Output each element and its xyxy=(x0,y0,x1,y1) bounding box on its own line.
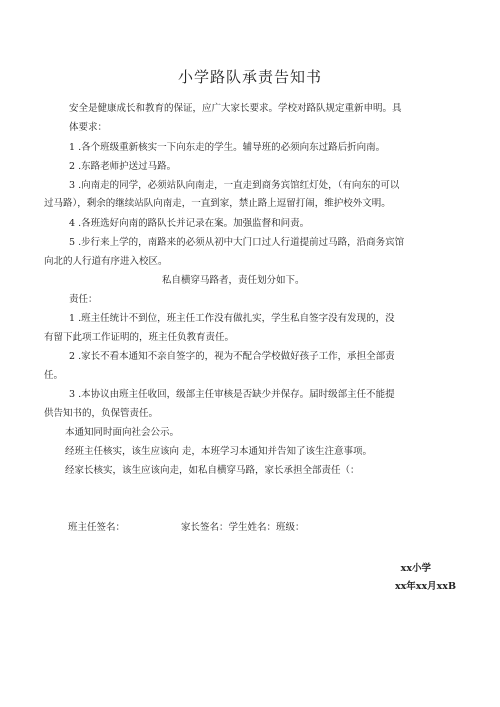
signature-line xyxy=(68,519,305,533)
requirement-1: 1 .各个班级重新核实一下向东走的学生。辅导班的必须向东过路后折向南。 xyxy=(69,142,386,153)
responsibility-3-line-1: 3 .本协议由班主任收回，级部主任审核是否缺少并保存。届时级部主任不能提 xyxy=(69,389,395,400)
intro-line-2: 体要求： xyxy=(69,122,108,133)
requirement-3-line-2: 过马路），剩余的继续站队向南走，一直到家，禁止路上逗留打闹，维护校外文明。 xyxy=(44,198,391,209)
teacher-signature-label: 班主任签名： xyxy=(68,522,126,533)
issue-date: xx年xx月xxB xyxy=(394,581,456,592)
closing-line-2: 经班主任核实，该生应该向 走，本班学习本通知并告知了该生注意事项。 xyxy=(65,446,373,457)
requirement-4: 4 .各班选好向南的路队长并记录在案。加强监督和问责。 xyxy=(69,218,310,229)
requirement-2: 2 .东路老师护送过马路。 xyxy=(69,161,177,172)
closing-line-1: 本通知同时面向社会公示。 xyxy=(65,427,180,438)
responsibility-3-line-2: 供告知书的，负保管责任。 xyxy=(44,408,159,419)
school-name: xx小学 xyxy=(400,563,431,574)
closing-line-3: 经家长核实，该生应该向走，如私自横穿马路，家长承担全部责任（： xyxy=(65,465,360,476)
intro-line-1: 安全是健康成长和教育的保证，应广大家长要求。学校对路队规定重新申明。具 xyxy=(69,103,402,114)
jaywalk-note: 私自横穿马路者，责任划分如下。 xyxy=(162,275,305,286)
responsibility-heading: 责任： xyxy=(69,294,98,305)
responsibility-1-line-1: 1 .班主任统计不到位，班主任工作没有做扎实，学生私自签字没有发现的，没 xyxy=(69,313,395,324)
responsibility-2-line-1: 2 .家长不看本通知不亲自签字的，视为不配合学校做好孩子工作，承担全部责 xyxy=(69,351,395,362)
responsibility-2-line-2: 任。 xyxy=(44,370,64,381)
requirement-3-line-1: 3 .向南走的同学，必须站队向南走，一直走到商务宾馆红灯处，（有向东的可以 xyxy=(69,180,400,191)
requirement-5-line-1: 5 .步行来上学的，南路来的必须从初中大门口过人行道提前过马路，沿商务宾馆 xyxy=(69,237,405,248)
requirement-5-line-2: 向北的人行道有序进入校区。 xyxy=(44,256,168,267)
parent-signature-label: 家长签名：学生姓名：班级： xyxy=(181,522,305,533)
document-title: 小学路队承责告知书 xyxy=(177,68,322,86)
responsibility-1-line-2: 有留下此项工作证明的，班主任负教育责任。 xyxy=(44,332,235,343)
